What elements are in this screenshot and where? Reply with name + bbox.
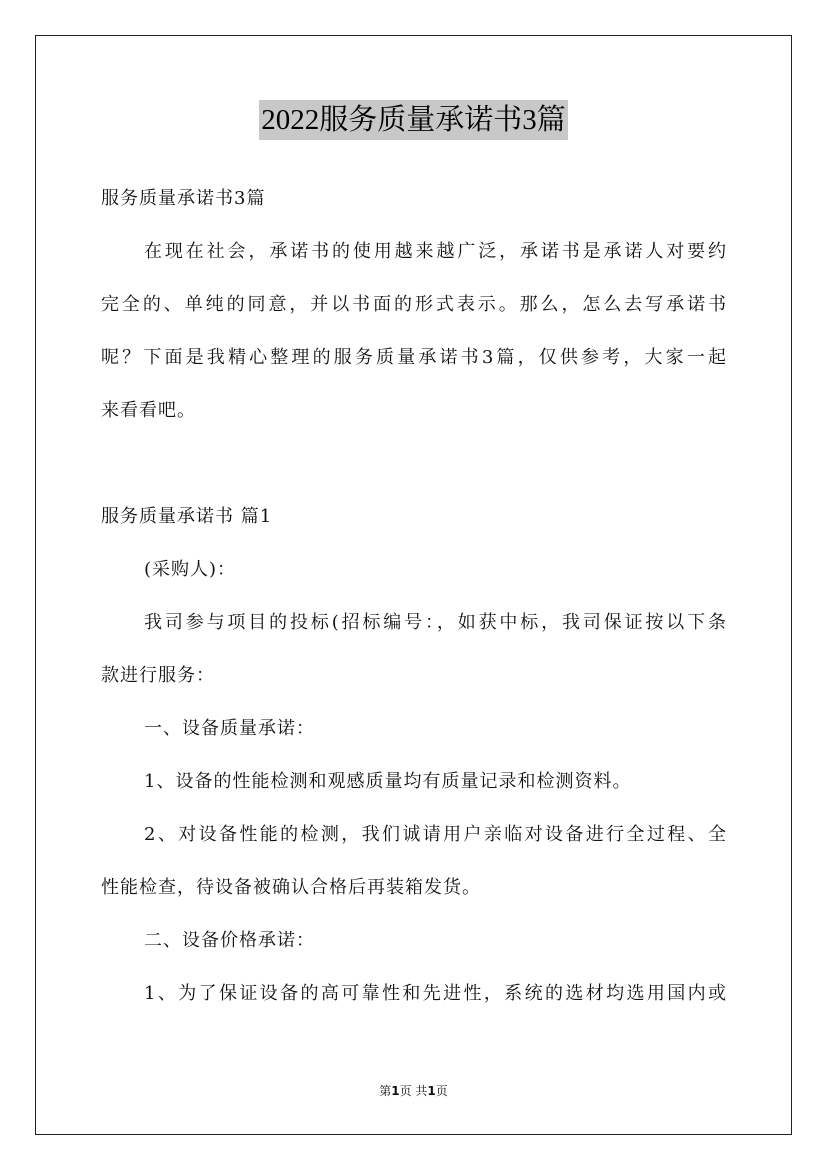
body-line-8: 1、为了保证设备的高可靠性和先进性，系统的选材均选用国内或 [144,983,727,1004]
document-title: 2022服务质量承诺书3篇 [259,100,568,140]
document-body [101,172,727,1020]
body-line-7: 二、设备价格承诺： [144,930,315,951]
page-footer [0,1082,827,1099]
footer-page-suffix: 页 [435,1084,448,1098]
body-line-6: 性能检查，待设备被确认合格后再装箱发货。 [101,877,481,898]
body-line-4: 1、设备的性能检测和观感质量均有质量记录和检测资料。 [144,771,632,792]
body-line-2: 款进行服务： [101,665,215,686]
footer-page-total: 1 [427,1084,436,1098]
footer-page-current: 1 [391,1084,400,1098]
intro-line-2: 完全的、单纯的同意，并以书面的形式表示。那么，怎么去写承诺书 [101,294,727,315]
footer-page-prefix: 第 [379,1084,392,1098]
section-heading: 服务质量承诺书 篇1 [101,506,273,527]
document-subtitle: 服务质量承诺书3篇 [101,188,266,209]
title-container [0,100,827,140]
body-line-1: 我司参与项目的投标(招标编号：，如获中标，我司保证按以下条 [144,612,727,633]
intro-line-1: 在现在社会，承诺书的使用越来越广泛，承诺书是承诺人对要约 [144,241,727,262]
body-line-3: 一、设备质量承诺： [144,718,315,739]
addressee: (采购人)： [144,559,237,580]
footer-page-mid: 页 共 [399,1084,428,1098]
body-line-5: 2、对设备性能的检测，我们诚请用户亲临对设备进行全过程、全 [144,824,727,845]
paragraph-gap [101,437,727,490]
intro-line-4: 来看看吧。 [101,400,196,421]
intro-line-3: 呢？下面是我精心整理的服务质量承诺书3篇，仅供参考，大家一起 [101,347,727,368]
